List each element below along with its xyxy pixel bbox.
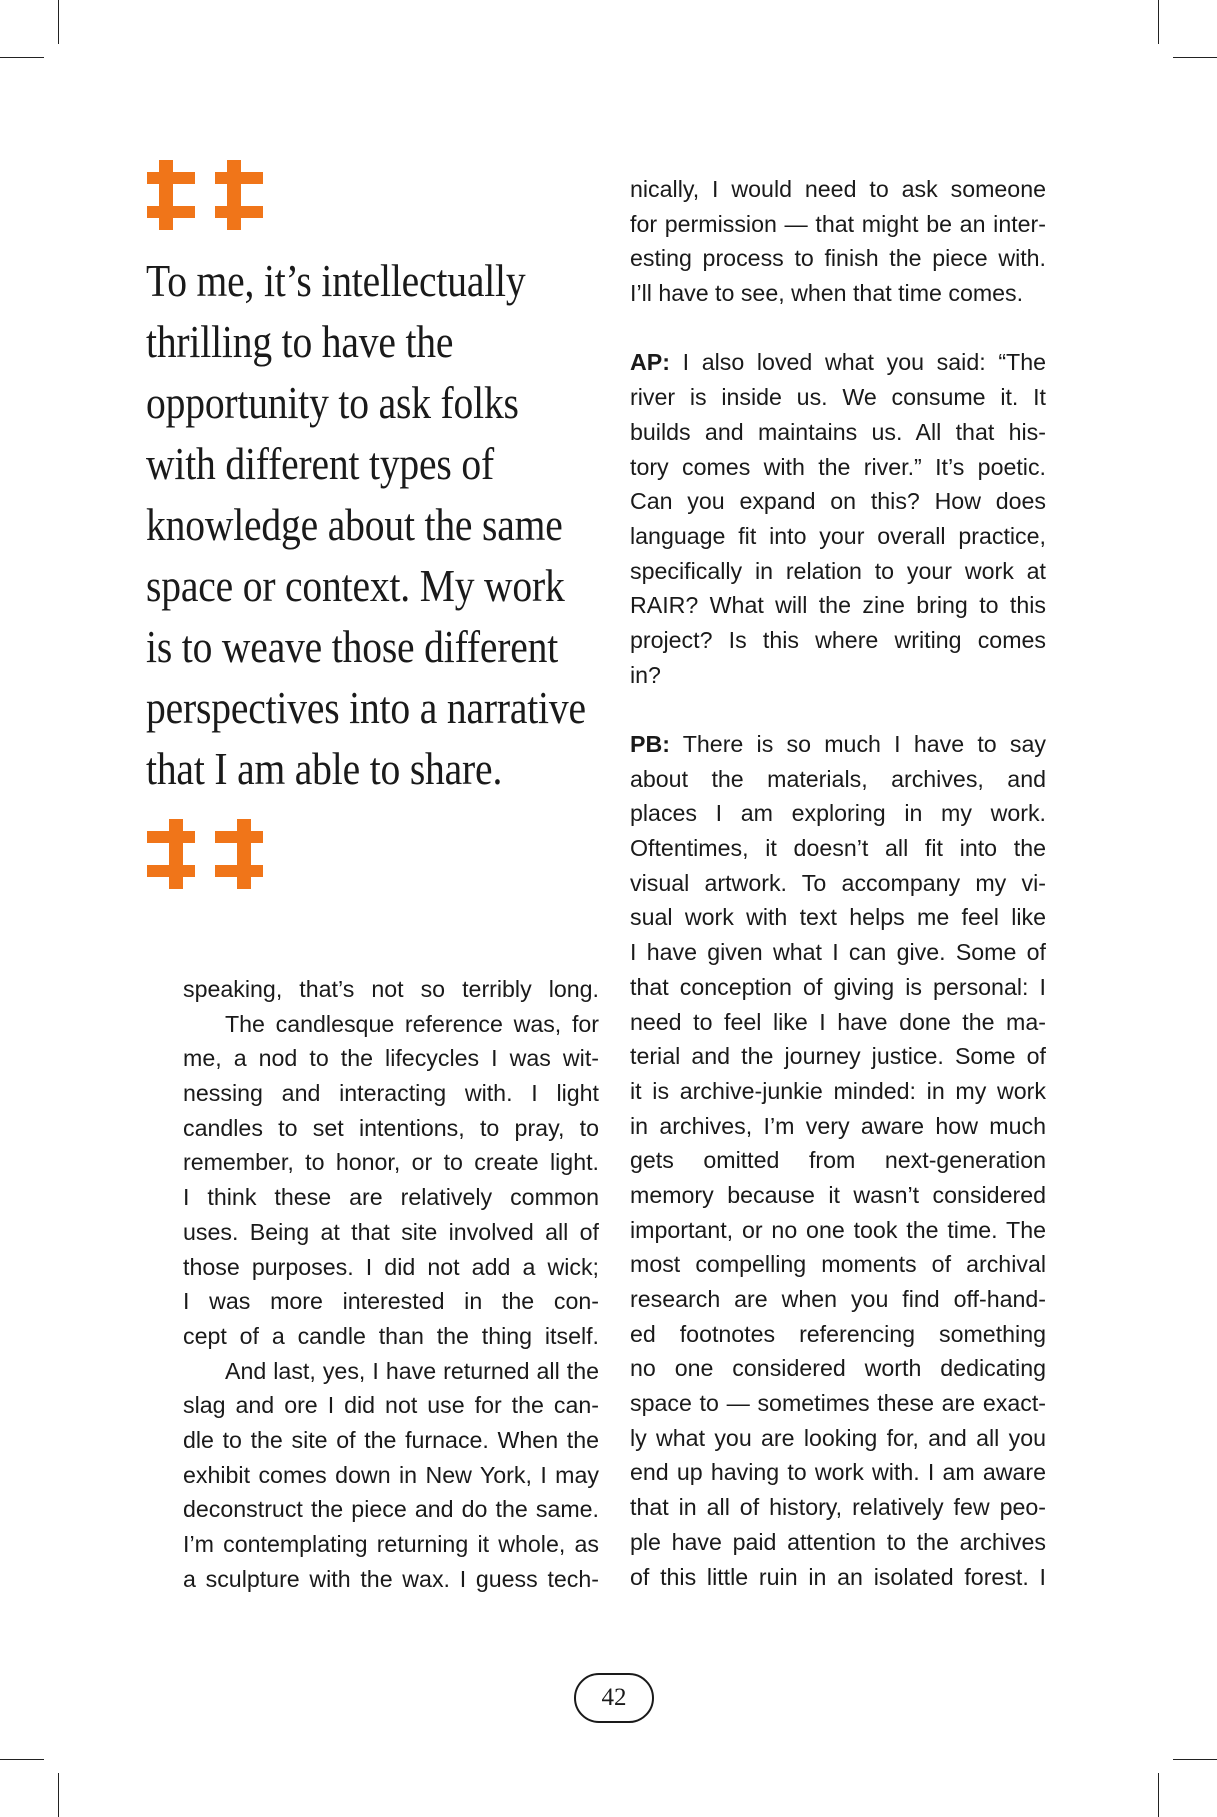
body-line: exhibit comes down in New York, I may (183, 1461, 599, 1488)
speaker-label: AP: (630, 349, 670, 376)
body-line: important, or no one took the time. The (630, 1216, 1046, 1243)
pull-quote-line: thrilling to have the (146, 316, 454, 367)
body-line: The candlesque reference was, for (225, 1010, 599, 1037)
body-line: ed footnotes referencing something (630, 1320, 1046, 1347)
page-number: 42 (574, 1673, 654, 1723)
pull-quote-line: with different types of (146, 438, 494, 489)
pull-quote-line: that I am able to share. (146, 743, 503, 794)
body-line: Can you expand on this? How does (630, 488, 1046, 515)
body-line: Oftentimes, it doesn’t all fit into the (630, 835, 1046, 862)
body-line: river is inside us. We consume it. It (630, 384, 1046, 411)
body-line: those purposes. I did not add a wick; (183, 1253, 599, 1280)
body-line: language fit into your overall practice, (630, 522, 1046, 549)
body-line (630, 345, 1046, 380)
body-line: dle to the site of the furnace. When the (183, 1426, 599, 1453)
left-column (183, 972, 599, 1596)
body-line: of this little ruin in an isolated forest. I (630, 1563, 1046, 1590)
pull-quote-line: space or context. My work (146, 560, 565, 611)
body-line: RAIR? What will the zine bring to this (630, 592, 1046, 619)
body-line: tory comes with the river.” It’s poetic. (630, 453, 1046, 480)
body-line: uses. Being at that site involved all of (183, 1218, 599, 1245)
body-line: cept of a candle than the thing itself. (183, 1322, 599, 1349)
body-line: builds and maintains us. All that his- (630, 418, 1046, 445)
body-line: specifically in relation to your work at (630, 557, 1046, 584)
body-line: ple have paid attention to the archives (630, 1528, 1046, 1555)
crop-mark (1173, 57, 1217, 58)
body-line: visual artwork. To accompany my vi- (630, 869, 1046, 896)
body-line: it is archive-junkie minded: in my work (630, 1077, 1046, 1104)
body-text: There is so much I have to say (669, 731, 1046, 757)
body-line: ly what you are looking for, and all you (630, 1424, 1046, 1451)
body-line: no one considered worth dedicating (630, 1355, 1046, 1382)
pull-quote-line: opportunity to ask folks (146, 377, 519, 428)
body-line: nically, I would need to ask someone (630, 176, 1046, 202)
body-line: places I am exploring in my work. (630, 800, 1046, 827)
body-line: me, a nod to the lifecycles I was wit- (183, 1045, 599, 1072)
crop-mark (0, 1759, 44, 1760)
body-line: deconstruct the piece and do the same. (183, 1496, 599, 1523)
body-line: candles to set intentions, to pray, to (183, 1114, 599, 1141)
body-line: space to — sometimes these are exact- (630, 1390, 1046, 1417)
crop-mark (58, 0, 59, 44)
body-line: in? (630, 661, 661, 688)
body-line: memory because it wasn’t considered (630, 1181, 1046, 1208)
pull-quote (146, 250, 586, 799)
paragraph-gap (630, 311, 1046, 346)
open-quote-icon (147, 160, 263, 230)
body-line: that conception of giving is personal: I (630, 973, 1046, 1000)
body-line: I’ll have to see, when that time comes. (630, 280, 1024, 307)
close-quote-icon (147, 819, 263, 889)
crop-mark (1173, 1759, 1217, 1760)
body-text: I also loved what you said: “The (669, 349, 1046, 376)
pull-quote-line: is to weave those different (146, 621, 559, 672)
crop-mark (0, 57, 44, 58)
crop-mark (1158, 0, 1159, 44)
crop-mark (58, 1773, 59, 1817)
crop-mark (1158, 1773, 1159, 1817)
speaker-label: PB: (630, 731, 670, 757)
paragraph-gap (630, 692, 1046, 727)
body-line: about the materials, archives, and (630, 765, 1046, 792)
body-line: need to feel like I have done the ma- (630, 1008, 1046, 1035)
body-line: end up having to work with. I am aware (630, 1459, 1046, 1486)
body-line: remember, to honor, or to create light. (183, 1149, 599, 1176)
body-line: gets omitted from next-generation (630, 1147, 1046, 1174)
pull-quote-line: knowledge about the same (146, 499, 563, 550)
body-line: sual work with text helps me feel like (630, 904, 1046, 931)
body-line: nessing and interacting with. I light (183, 1080, 599, 1107)
body-line: research are when you find off-hand- (630, 1286, 1046, 1312)
pull-quote-line: To me, it’s intellectually (146, 255, 526, 306)
body-line: I have given what I can give. Some of (630, 939, 1046, 966)
body-line: that in all of history, relatively few peo- (630, 1494, 1046, 1521)
body-line: a sculpture with the wax. I guess tech- (183, 1565, 599, 1592)
body-line: project? Is this where writing comes (630, 626, 1046, 653)
body-line: I think these are relatively common (183, 1184, 599, 1211)
pull-quote-line: perspectives into a narrative (146, 682, 586, 733)
body-line: slag and ore I did not use for the can- (183, 1392, 599, 1419)
body-line: And last, yes, I have returned all the (225, 1357, 599, 1384)
body-line (630, 727, 1046, 762)
body-line: speaking, that’s not so terribly long. (183, 976, 599, 1002)
body-line: I was more interested in the con- (183, 1288, 599, 1315)
body-line: esting process to finish the piece with. (630, 245, 1046, 272)
body-line: I’m contemplating returning it whole, as (183, 1531, 599, 1557)
body-line: in archives, I’m very aware how much (630, 1112, 1046, 1139)
right-column (630, 172, 1046, 1594)
body-line: for permission — that might be an inter- (630, 210, 1046, 237)
body-line: terial and the journey justice. Some of (630, 1043, 1046, 1070)
body-line: most compelling moments of archival (630, 1251, 1046, 1278)
